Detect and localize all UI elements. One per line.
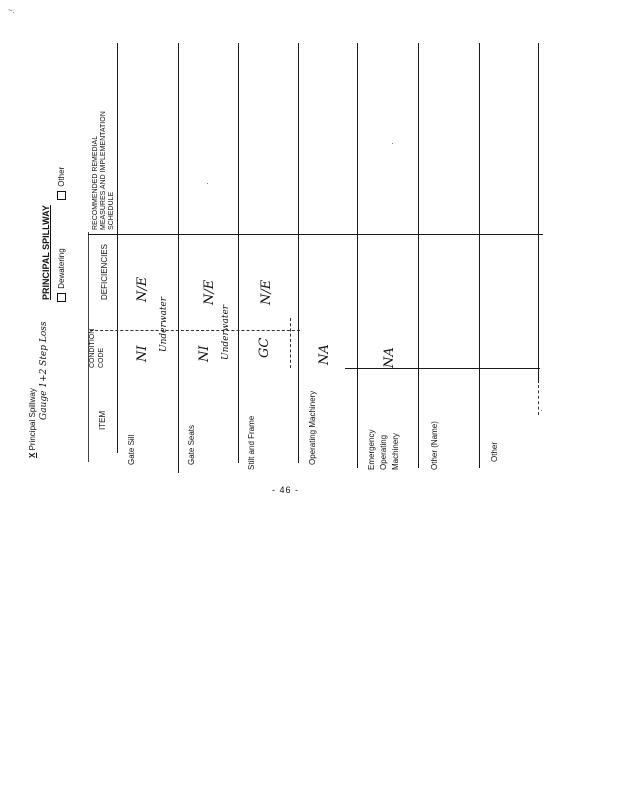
row-item-other: Other <box>490 441 499 462</box>
scan-speck <box>392 143 393 144</box>
col-header-recommended: RECOMMENDED REMEDIAL MEASURES AND IMPLEMENTATION SCHEDULE <box>92 111 115 230</box>
row-line-6 <box>418 43 419 468</box>
page-number: - 46 - <box>272 485 300 495</box>
option-handwritten-note: Gauge 1+2 Step Loss <box>39 321 49 420</box>
col-dash-1 <box>290 318 291 368</box>
option-principal-mark: X <box>28 452 37 458</box>
row-note-gate-seats: Underwater <box>221 304 231 360</box>
col-header-deficiencies: DEFICIENCIES <box>100 243 109 300</box>
option-other <box>57 167 66 200</box>
option-principal <box>28 388 37 458</box>
row-code-operating-machinery: NA <box>317 344 332 365</box>
col-header-item: ITEM <box>98 410 107 430</box>
row-line-4 <box>298 43 299 463</box>
scan-speck <box>207 183 208 184</box>
col-line-condition <box>345 368 540 369</box>
row-code-gate-seats: NI <box>197 345 212 362</box>
row-item-gate-seats: Gate Seats <box>187 424 196 465</box>
option-other-label: Other <box>57 166 66 187</box>
row-code-gate-sill: NI <box>135 345 150 362</box>
row-item-operating-machinery: Operating Machinery <box>308 390 317 465</box>
row-line-1 <box>117 43 118 453</box>
row-deficiency-gate-sill: N/E <box>135 276 150 302</box>
corner-mark: ~. <box>8 6 15 15</box>
row-line-7 <box>479 43 480 468</box>
row-code-emergency-machinery: NA <box>382 347 397 368</box>
col-dash-2 <box>538 385 539 415</box>
option-dewatering-box[interactable] <box>57 293 66 302</box>
row-deficiency-gate-seats: N/E <box>202 279 217 305</box>
option-dewatering <box>57 248 66 302</box>
row-line-2 <box>178 43 179 473</box>
col-line-recommended <box>88 234 543 235</box>
page-title: PRINCIPAL SPILLWAY <box>41 205 51 300</box>
option-principal-label: Principal Spillway <box>28 388 37 451</box>
option-dewatering-label: Dewatering <box>57 248 66 289</box>
row-code-stilt-frame: GC <box>257 337 272 358</box>
col-header-condition: CONDITION CODE <box>89 328 105 368</box>
row-line-8 <box>538 43 539 383</box>
row-item-stilt-frame: Stilt and Frame <box>247 415 256 470</box>
row-item-emergency-machinery: Emergency Operating Machinery <box>367 429 400 470</box>
scan-speck <box>541 410 542 411</box>
row-line-3 <box>238 43 239 463</box>
row-item-gate-sill: Gate Sill <box>127 434 136 465</box>
row-item-other-name: Other (Name) <box>430 421 439 470</box>
option-other-box[interactable] <box>57 191 66 200</box>
col-line-deficiencies <box>90 330 300 331</box>
row-deficiency-stilt-frame: N/E <box>259 279 274 305</box>
row-note-gate-sill: Underwater <box>159 296 169 352</box>
row-line-5 <box>357 43 358 468</box>
